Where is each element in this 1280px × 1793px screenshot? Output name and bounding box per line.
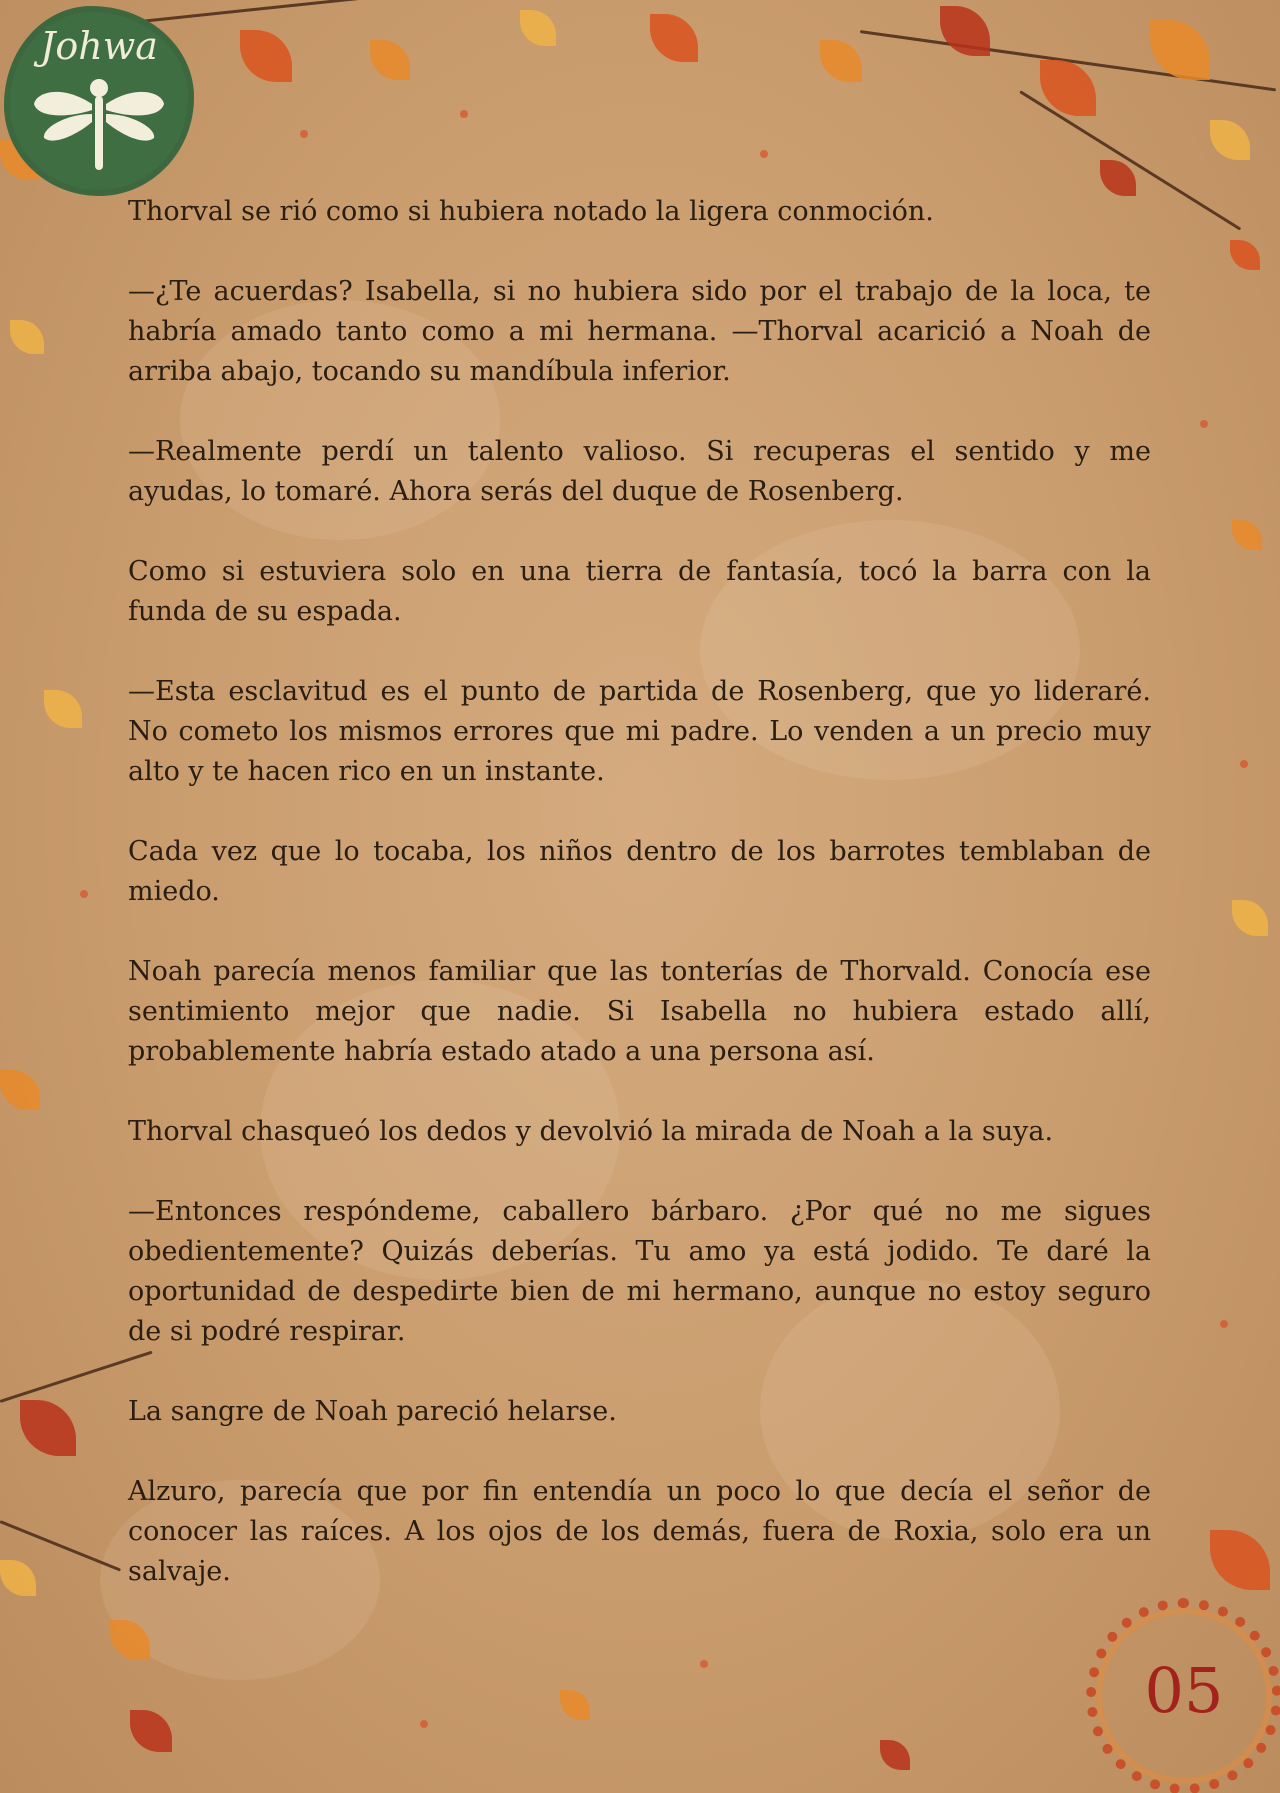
page-number-wreath <box>1086 1598 1280 1793</box>
paragraph: Noah parecía menos familiar que las tonterías de Thorvald. Conocía ese sentimiento mejor que nadie. Si Isabella no hubiera estado allí, probablemente habría estado atado a una persona así. <box>128 956 1151 1067</box>
paragraph: Alzuro, parecía que por fin entendía un poco lo que decía el señor de conocer las raíces. A los ojos de los demás, fuera de Roxia, solo era un salvaje. <box>128 1476 1151 1587</box>
maple-leaf-icon <box>1230 240 1260 270</box>
maple-leaf-icon <box>44 690 82 728</box>
logo-text: Johwa <box>40 24 158 68</box>
maple-leaf-icon <box>240 30 292 82</box>
maple-leaf-icon <box>880 1740 910 1770</box>
leaf-speck <box>700 1660 708 1668</box>
paragraph: Thorval se rió como si hubiera notado la ligera conmoción. <box>128 196 934 227</box>
maple-leaf-icon <box>370 40 410 80</box>
paragraph: —Entonces respóndeme, caballero bárbaro. ¿Por qué no me sigues obedientemente? Quizás deberías. Tu amo ya está jodido. Te daré la oportunidad de despedirte bien de mi hermano, aunque no estoy seguro de si podré respirar. <box>128 1196 1151 1347</box>
maple-leaf-icon <box>940 6 990 56</box>
paragraph: —Esta esclavitud es el punto de partida de Rosenberg, que yo lideraré. No cometo los mismos errores que mi padre. Lo venden a un precio muy alto y te hacen rico en un instante. <box>128 676 1151 787</box>
paragraph: Cada vez que lo tocaba, los niños dentro de los barrotes temblaban de miedo. <box>128 836 1151 907</box>
maple-leaf-icon <box>1150 20 1210 80</box>
maple-leaf-icon <box>520 10 556 46</box>
maple-leaf-icon <box>0 1560 36 1596</box>
branch-decoration <box>140 0 459 23</box>
maple-leaf-icon <box>1210 1530 1270 1590</box>
leaf-speck <box>1220 1320 1228 1328</box>
paragraph: Como si estuviera solo en una tierra de fantasía, tocó la barra con la funda de su espada. <box>128 556 1151 627</box>
maple-leaf-icon <box>130 1710 172 1752</box>
leaf-speck <box>300 130 308 138</box>
paragraph: —Realmente perdí un talento valioso. Si recuperas el sentido y me ayudas, lo tomaré. Ahora serás del duque de Rosenberg. <box>128 436 1151 507</box>
maple-leaf-icon <box>1100 160 1136 196</box>
paragraph: —¿Te acuerdas? Isabella, si no hubiera sido por el trabajo de la loca, te habría amado tanto como a mi hermana. —Thorval acarició a Noah de arriba abajo, tocando su mandíbula inferior. <box>128 276 1151 387</box>
paragraph: La sangre de Noah pareció helarse. <box>128 1396 617 1427</box>
maple-leaf-icon <box>1210 120 1250 160</box>
maple-leaf-icon <box>650 14 698 62</box>
leaf-speck <box>420 1720 428 1728</box>
maple-leaf-icon <box>10 320 44 354</box>
dragonfly-icon <box>32 74 166 174</box>
maple-leaf-icon <box>820 40 862 82</box>
leaf-speck <box>1200 420 1208 428</box>
maple-leaf-icon <box>0 1070 40 1110</box>
maple-leaf-icon <box>1232 520 1262 550</box>
leaf-speck <box>1240 760 1248 768</box>
leaf-speck <box>80 890 88 898</box>
paragraph: Thorval chasqueó los dedos y devolvió la mirada de Noah a la suya. <box>128 1116 1054 1147</box>
leaf-speck <box>460 110 468 118</box>
leaf-speck <box>760 150 768 158</box>
maple-leaf-icon <box>1232 900 1268 936</box>
logo-badge <box>4 6 194 196</box>
maple-leaf-icon <box>20 1400 76 1456</box>
story-text <box>128 192 1151 1592</box>
page-number: 05 <box>1144 1654 1224 1727</box>
maple-leaf-icon <box>560 1690 590 1720</box>
